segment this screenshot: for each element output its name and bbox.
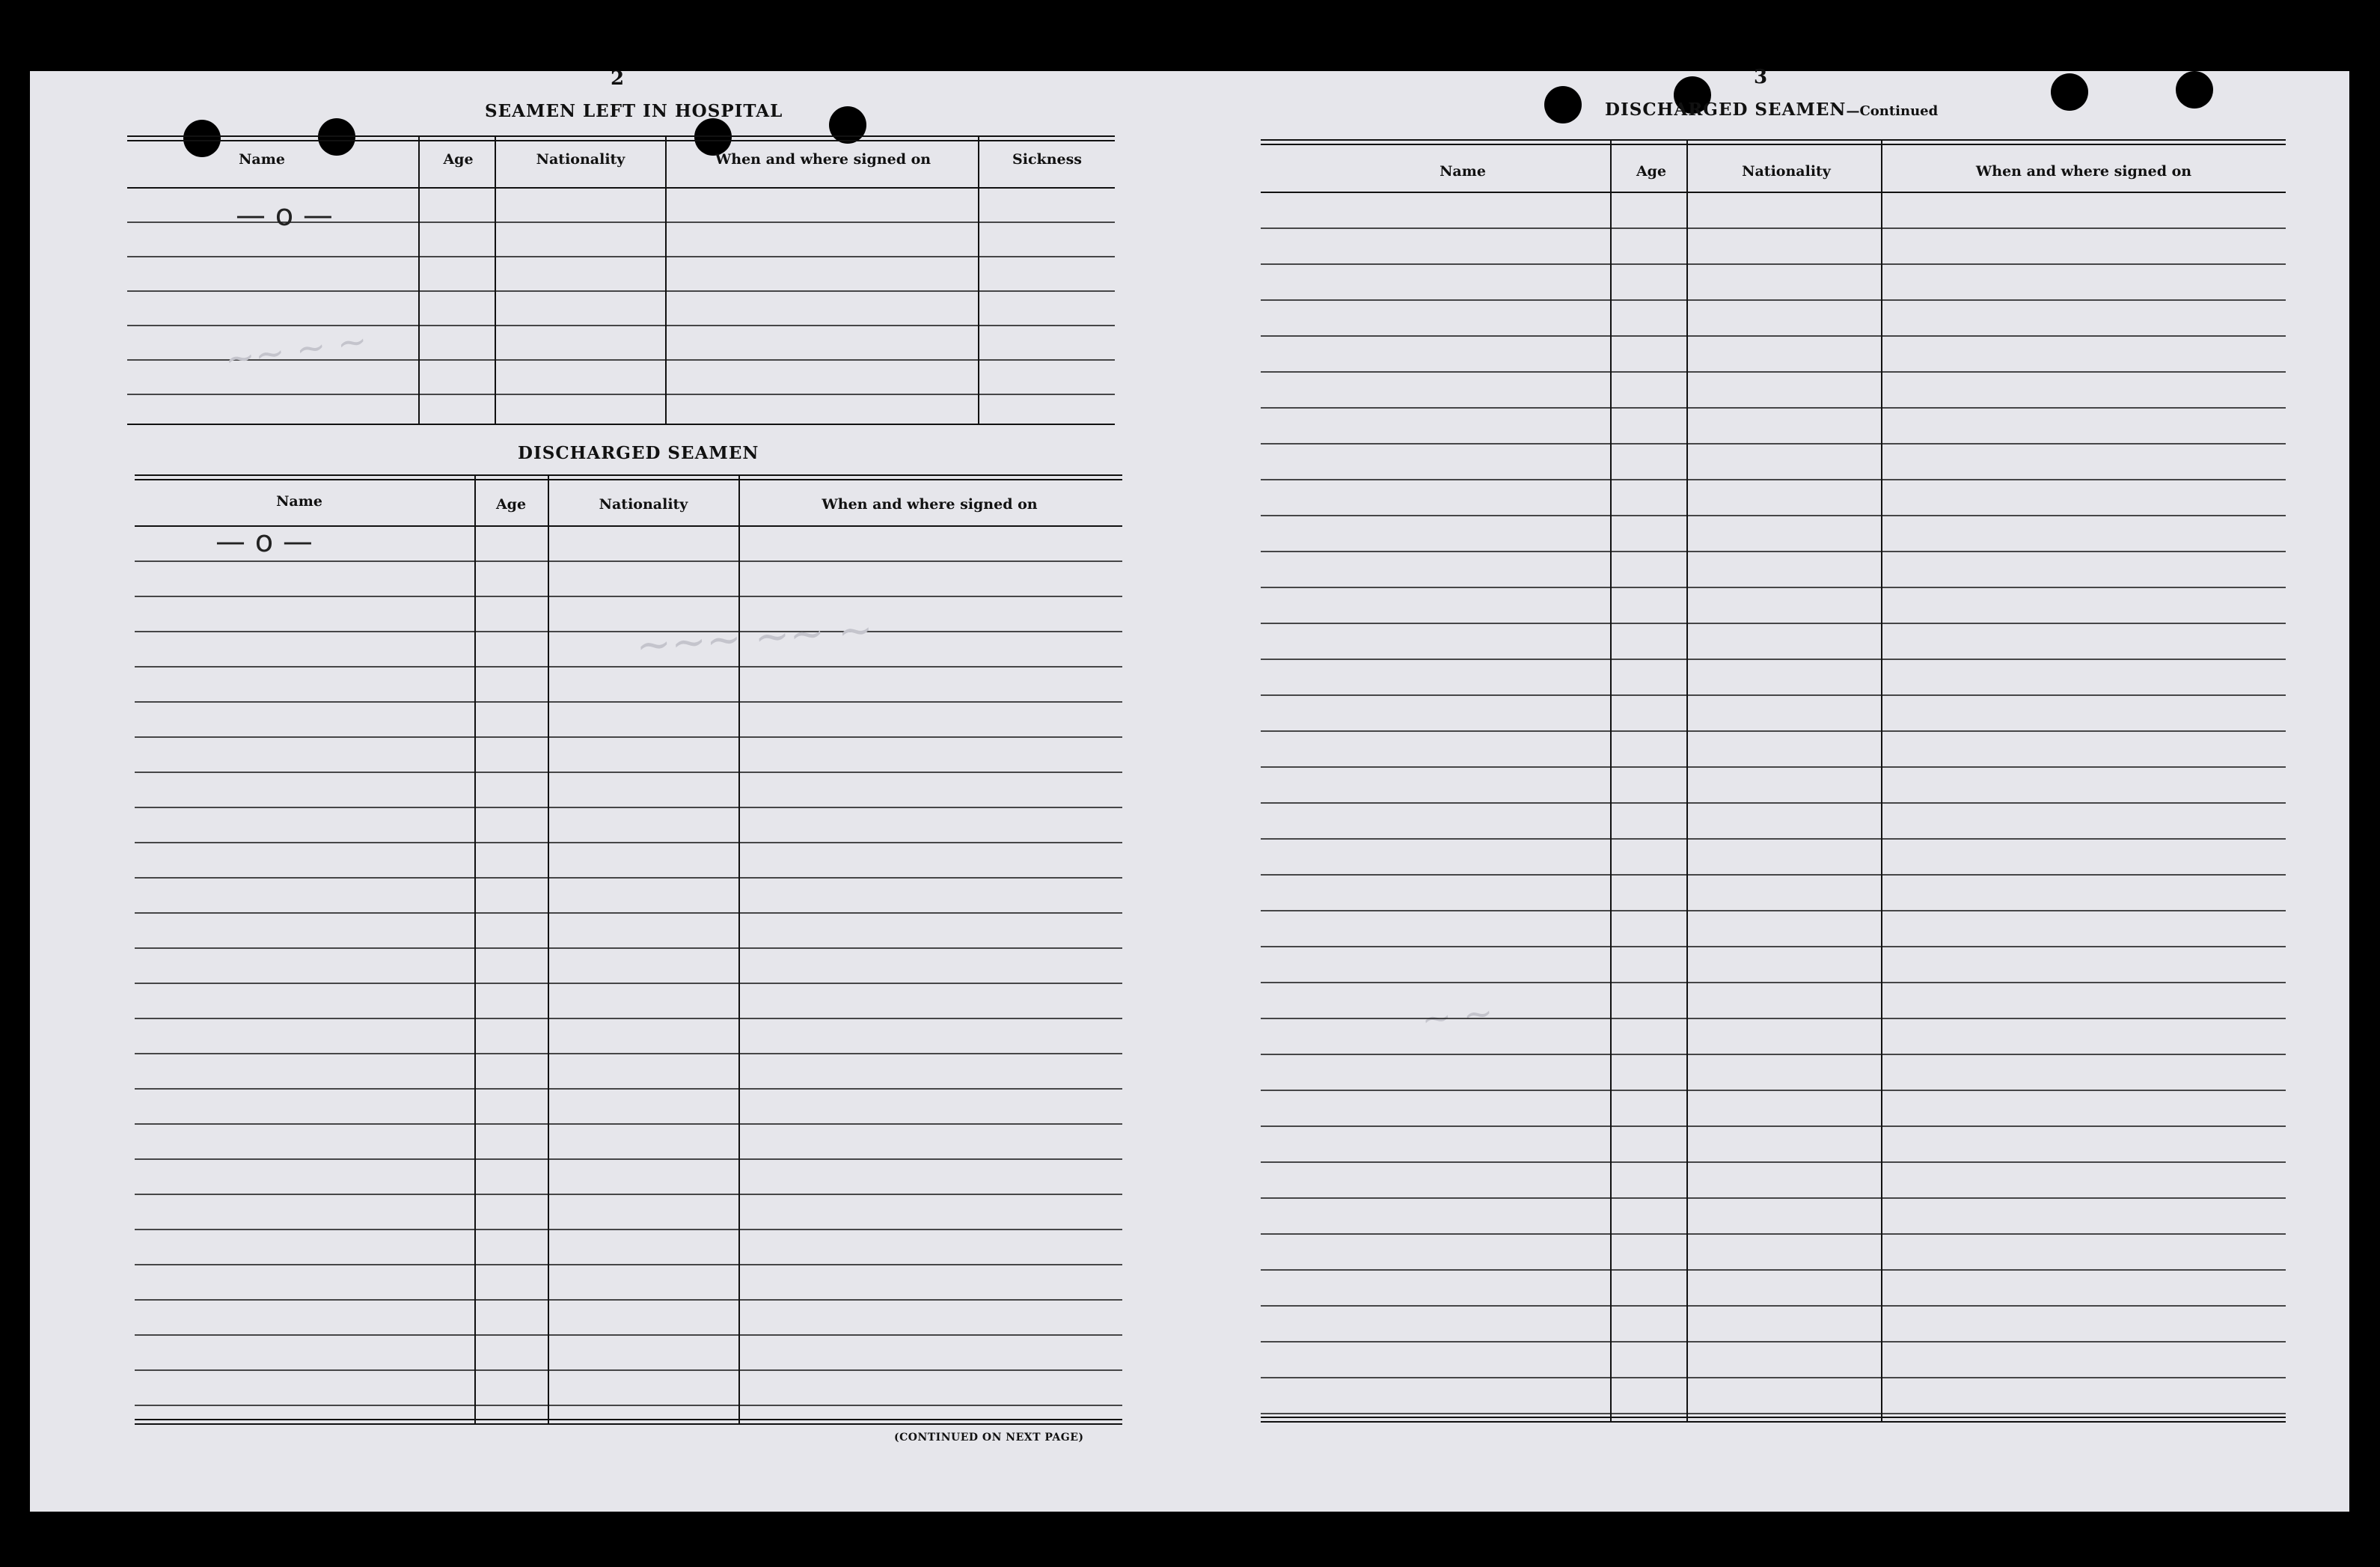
col-header-name: Name: [276, 493, 322, 510]
col-header-nationality: Nationality: [536, 151, 625, 168]
col-header-signed-on: When and where signed on: [715, 151, 931, 168]
section-title-discharged-continued: [1605, 100, 1938, 120]
col-header-sickness: Sickness: [1012, 151, 1082, 168]
discharged-table-right: [1261, 138, 2286, 1429]
page-number: 2: [610, 67, 625, 90]
title-suffix: —Continued: [1846, 103, 1939, 119]
col-header-name: Name: [1440, 163, 1486, 180]
hospital-table-lines: [127, 135, 1115, 427]
section-title-discharged: DISCHARGED SEAMEN: [518, 443, 759, 463]
col-header-nationality: Nationality: [1742, 163, 1831, 180]
col-header-age: Age: [1636, 163, 1667, 180]
section-title-hospital: SEAMEN LEFT IN HOSPITAL: [485, 101, 783, 121]
handwritten-nil-entry: — o —: [236, 198, 333, 233]
punch-hole: [2051, 73, 2088, 111]
handwritten-nil-entry: — o —: [215, 525, 313, 559]
discharged-table-right-lines: [1261, 138, 2286, 1429]
page-number: 3: [1753, 66, 1768, 88]
bleed-through-marks: ~ ~: [1419, 992, 1496, 1041]
continued-footer: (CONTINUED ON NEXT PAGE): [894, 1432, 1084, 1444]
punch-hole: [1544, 86, 1582, 123]
discharged-table-left: [135, 474, 1122, 1432]
col-header-signed-on: When and where signed on: [1975, 163, 2192, 180]
col-header-age: Age: [495, 496, 527, 513]
bleed-through-marks: ~~~ ~~ ~: [634, 605, 875, 671]
bleed-through-marks: ~~ ~ ~: [222, 319, 370, 382]
hospital-table: [127, 135, 1115, 427]
col-header-age: Age: [443, 151, 474, 168]
col-header-nationality: Nationality: [599, 496, 688, 513]
col-header-signed-on: When and where signed on: [822, 496, 1038, 513]
title-text: DISCHARGED SEAMEN: [1605, 100, 1847, 120]
discharged-table-left-lines: [135, 474, 1122, 1432]
punch-hole: [2176, 71, 2213, 109]
col-header-name: Name: [239, 151, 285, 168]
